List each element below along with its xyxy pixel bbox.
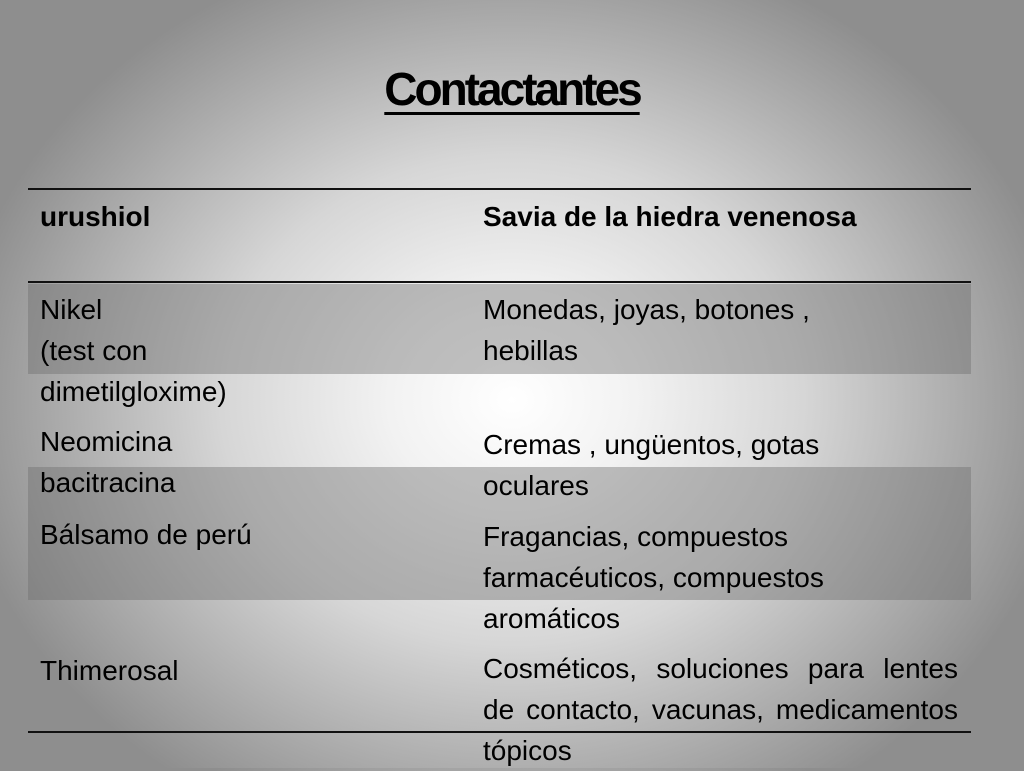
agent-cell-nikel: Nikel (test con dimetilgloxime) bbox=[40, 294, 227, 407]
header-agent-cell: urushiol bbox=[40, 201, 151, 232]
agent-cell-neomicina: Neomicina bacitracina bbox=[40, 426, 176, 498]
sources-cell-balsamo: Fragancias, compuestos farmacéuticos, compuestos aromáticos bbox=[483, 521, 824, 634]
sources-cell-neomicina: Cremas , ungüentos, gotas oculares bbox=[483, 429, 820, 501]
header-sources-cell: Savia de la hiedra venenosa bbox=[483, 201, 857, 232]
sources-cell-thimerosal: Cosméticos, soluciones para lentes de contacto, vacunas, medicamentos tópicos bbox=[483, 653, 958, 766]
agent-cell-balsamo: Bálsamo de perú bbox=[40, 519, 252, 550]
header-bottom-border bbox=[28, 281, 971, 283]
table-top-border bbox=[28, 188, 971, 190]
agent-cell-thimerosal: Thimerosal bbox=[40, 655, 179, 686]
sources-cell-nikel: Monedas, joyas, botones , hebillas bbox=[483, 294, 810, 366]
slide-title: Contactantes bbox=[384, 63, 640, 115]
